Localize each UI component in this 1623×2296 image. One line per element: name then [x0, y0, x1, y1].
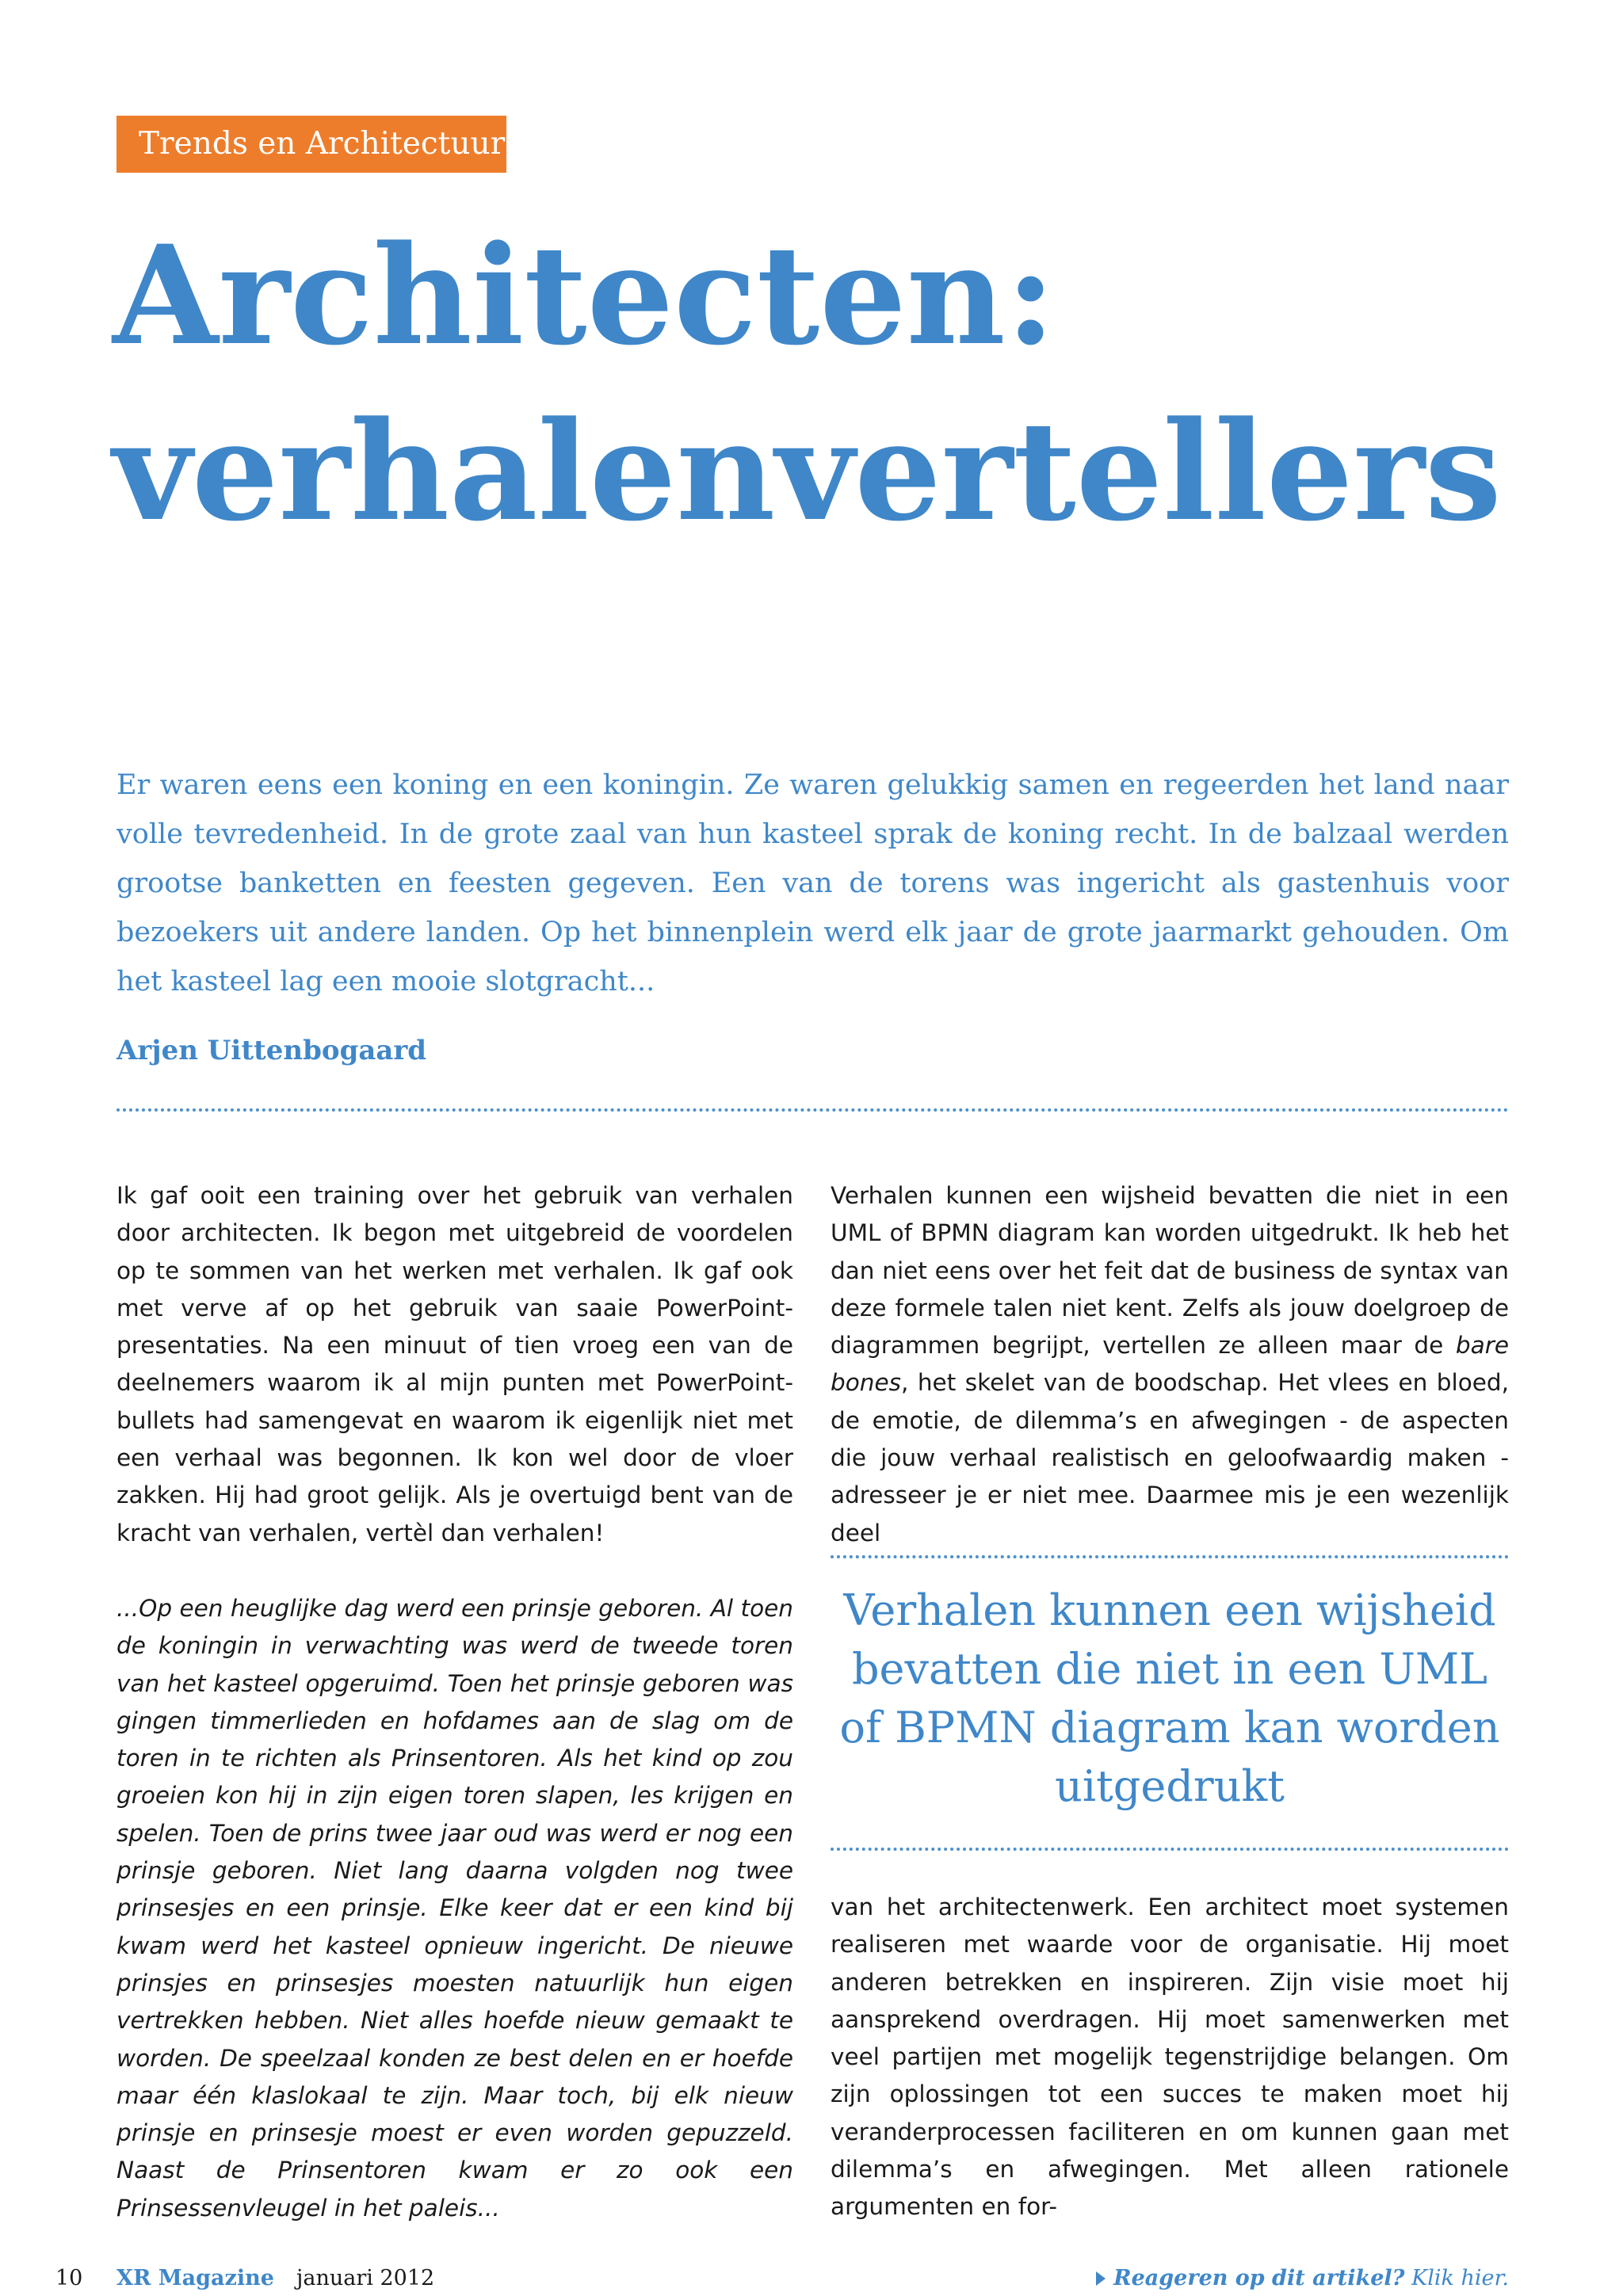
author-byline: Arjen Uittenbogaard: [116, 1035, 427, 1066]
triangle-right-icon: [1096, 2271, 1106, 2286]
dotted-divider-pull-quote-bottom: [831, 1848, 1509, 1851]
article-title: [113, 208, 1502, 559]
issue-date: januari 2012: [296, 2266, 435, 2290]
article-title-line-2: verhalenvertellers: [113, 391, 1502, 551]
page-number: 10: [55, 2266, 83, 2290]
body-paragraph-left-1: Ik gaf ooit een training over het gebruik van verhalen door architecten. Ik begon met uitgebreid de voordelen op te sommen van het werken met verhalen. Ik gaf ook met verve af op het gebruik van saaie PowerPoint-presentaties. Na een minuut of tien vroeg een van de deelnemers waarom ik al mijn punten met PowerPoint-bullets had samengevat en waarom ik eigenlijk niet met een verhaal was begonnen. Ik kon wel door de vloer zakken. Hij had groot gelijk. Als je overtuigd bent van de kracht van verhalen, vertèl dan verhalen!: [116, 1182, 793, 1547]
body-text-segment: Verhalen kunnen een wijsheid bevatten die niet in een UML of BPMN diagram kan worden uitgedrukt. Ik heb het dan niet eens over het feit dat de business de syntax van deze formele talen niet kent. Zelfs als jouw doelgroep de diagrammen begrijpt, vertellen ze alleen maar de: [831, 1182, 1509, 1360]
react-link-question: Reageren op dit artikel?: [1113, 2266, 1405, 2290]
body-paragraph-right-2: van het architectenwerk. Een architect moet systemen realiseren met waarde voor de organisatie. Hij moet anderen betrekken en inspireren. Zijn visie moet hij aansprekend overdragen. Hij moet samenwerken met veel partijen met mogelijk tegenstrijdige belangen. Om zijn oplossingen tot een succes te maken moet hij veranderprocessen faciliteren en om kunnen gaan met dilemma’s en afwegingen. Met alleen rationele argumenten en for-: [831, 1894, 1509, 2221]
dotted-divider-pull-quote-top: [831, 1555, 1509, 1558]
react-link-click-here: Klik hier.: [1411, 2266, 1509, 2290]
body-text-emphasis: bare bones: [831, 1332, 1509, 1397]
article-title-line-1: Architecten:: [113, 215, 1056, 376]
story-paragraph-italic: ...Op een heuglijke dag werd een prinsje geboren. Al toen de koningin in verwachting was werd de tweede toren van het kasteel opgeruimd. Toen het prinsje geboren was gingen timmerlieden en hofdames aan de slag om de toren in te richten als Prinsentoren. Als het kind op zou groeien kon hij in zijn eigen toren slapen, les krijgen en spelen. Toen de prins twee jaar oud was werd er nog een prinsje geboren. Niet lang daarna volgden nog twee prinsesjes en een prinsje. Elke keer dat er een kind bij kwam werd het kasteel opnieuw ingericht. De nieuwe prinsjes en prinsesjes moesten natuurlijk hun eigen vertrekken hebben. Niet alles hoefde nieuw gemaakt te worden. De speelzaal konden ze best delen en er hoefde maar één klaslokaal te zijn. Maar toch, bij elk nieuw prinsje en prinsesje moest er even worden gepuzzeld. Naast de Prinsentoren kwam er zo ook een Prinsessenvleugel in het paleis...: [116, 1595, 793, 2222]
react-to-article-link[interactable]: [1096, 2264, 1509, 2293]
body-paragraph-right-1: [831, 1177, 1509, 1552]
section-tag: Trends en Architectuur: [116, 116, 506, 173]
body-text-segment: , het skelet van de boodschap. Het vlees en bloed, de emotie, de dilemma’s en afwegingen - de aspecten die jouw verhaal realistisch en geloofwaardig maken - adresseer je er niet mee. Daarmee mis je een wezenlijk deel: [831, 1369, 1509, 1547]
pull-quote: Verhalen kunnen een wijsheid bevatten die niet in een UML of BPMN diagram kan worden uitgedrukt: [839, 1585, 1500, 1811]
magazine-name: XR Magazine: [116, 2266, 274, 2290]
dotted-divider-top: [116, 1108, 1509, 1112]
article-lead: Er waren eens een koning en een koningin. Ze waren gelukkig samen en regeerden het land naar volle tevredenheid. In de grote zaal van hun kasteel sprak de koning recht. In de balzaal werden grootse banketten en feesten gegeven. Een van de torens was ingericht als gastenhuis voor bezoekers uit andere landen. Op het binnenplein werd elk jaar de grote jaarmarkt gehouden. Om het kasteel lag een mooie slotgracht...: [116, 769, 1509, 997]
page-footer: [0, 2264, 1623, 2296]
